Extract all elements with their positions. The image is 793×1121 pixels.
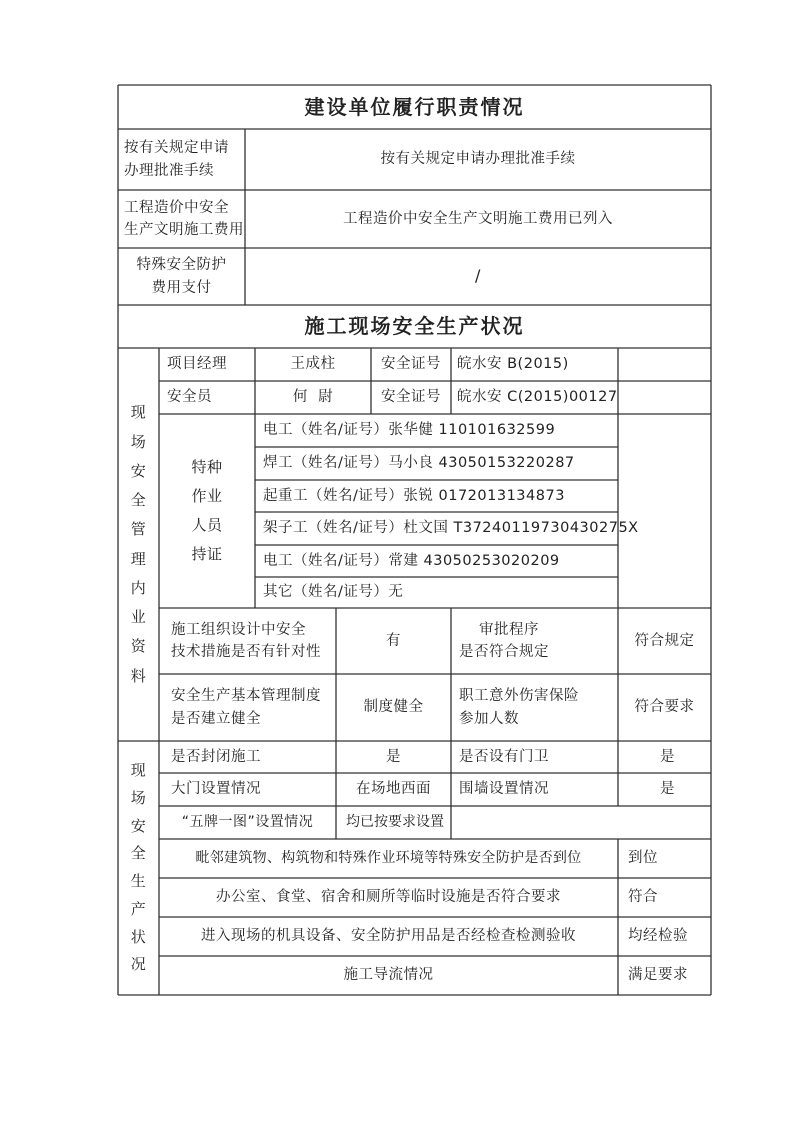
doc-question2-line: 审批程序 [479,621,539,638]
approval-label [118,129,245,190]
mgmt-docs-label [118,348,159,741]
site-status-label [118,741,159,995]
section1-title: 建设单位履行职责情况 [304,94,525,119]
doc-question2 [451,674,618,741]
site-question: 是否封闭施工 [171,748,261,765]
special-label-line: 人员 [191,516,223,534]
doc-question [159,608,336,674]
doc-question2-line: 是否符合规定 [459,644,549,660]
site-char: 安 [130,816,147,835]
site-char: 生 [130,872,147,890]
section2-title: 施工现场安全生产状况 [304,314,525,338]
approval-label-line1: 按有关规定申请 [124,140,229,157]
doc-question2 [451,608,618,674]
safety-officer-name: 何 尉 [292,389,334,406]
site-answer: 是 [386,748,401,765]
special-label-line: 作业 [191,486,223,505]
special-worker-row: 架子工（姓名/证号）杜文国 T37240119730430275X [263,520,639,537]
special-workers-label [159,414,255,608]
cost-label-line2: 生产文明施工费用 [124,222,244,238]
special-worker-row: 焊工（姓名/证号）马小良 43050153220287 [263,455,575,472]
site-long-question: 施工导流情况 [343,967,434,984]
mgmt-char: 内 [130,578,147,597]
manager-cert-label: 安全证号 [381,356,441,373]
site-long-answer: 符合 [628,889,658,906]
approval-value: 按有关规定申请办理批准手续 [380,151,576,168]
site-char: 全 [130,844,147,863]
site-answer: 均已按要求设置 [346,813,444,830]
mgmt-char: 理 [130,549,147,568]
doc-answer2: 符合要求 [634,699,695,716]
mgmt-char: 资 [130,637,147,656]
safety-officer-cert-label: 安全证号 [381,389,441,406]
site-question2: 是否设有门卫 [459,748,549,765]
special-label-line: 特种 [191,457,223,476]
site-long-question: 进入现场的机具设备、安全防护用品是否经检查检测验收 [201,928,576,945]
cost-label [118,190,245,248]
site-long-answer: 均经检验 [628,928,688,945]
site-question: “五牌一图”设置情况 [181,813,314,830]
approval-label-line2: 办理批准手续 [124,162,214,179]
doc-question-line: 施工组织设计中安全 [171,621,306,638]
manager-name: 王成柱 [290,356,336,373]
site-char: 况 [130,955,147,974]
special-protection-label [118,248,245,305]
site-long-answer: 到位 [628,850,658,867]
manager-label: 项目经理 [167,356,227,373]
doc-answer: 有 [386,632,401,649]
doc-question2-line: 职工意外伤害保险 [459,688,579,705]
doc-answer2: 符合规定 [634,632,695,649]
doc-question-line: 是否建立健全 [171,710,261,727]
site-long-answer: 满足要求 [628,967,688,984]
safety-officer-cert: 皖水安 C(2015)00127 [457,389,618,406]
mgmt-char: 安 [130,461,147,480]
doc-question2-line: 参加人数 [459,710,519,727]
site-long-question: 毗邻建筑物、构筑物和特殊作业环境等特殊安全防护是否到位 [195,849,582,866]
special-label-line: 持证 [191,545,223,564]
special-worker-row: 其它（姓名/证号）无 [263,584,404,601]
site-question: 大门设置情况 [171,781,261,798]
special-worker-row: 起重工（姓名/证号）张锐 0172013134873 [263,487,565,504]
manager-cert: 皖水安 B(2015) [457,356,569,373]
site-answer: 在场地西面 [356,781,431,798]
mgmt-char: 现 [130,403,147,422]
doc-question-line: 安全生产基本管理制度 [171,688,321,705]
site-long-question: 办公室、食堂、宿舍和厕所等临时设施是否符合要求 [216,889,561,906]
mgmt-char: 全 [130,491,147,509]
mgmt-char: 场 [130,432,147,451]
mgmt-char: 业 [130,608,147,626]
cost-value: 工程造价中安全生产文明施工费用已列入 [343,210,613,227]
special-protection-line2: 费用支付 [151,279,212,296]
site-question2: 围墙设置情况 [459,781,549,798]
site-char: 场 [130,788,147,807]
cost-label-line1: 工程造价中安全 [124,199,229,216]
site-answer2: 是 [660,748,675,765]
doc-question-line: 技术措施是否有针对性 [171,644,321,660]
special-protection-line1: 特殊安全防护 [136,257,227,274]
special-worker-row: 电工（姓名/证号）常建 43050253020209 [263,552,560,569]
site-char: 现 [130,761,147,779]
site-answer2: 是 [660,781,675,798]
safety-officer-label: 安全员 [167,389,212,406]
mgmt-char: 管 [130,520,147,539]
site-char: 状 [130,927,147,946]
doc-answer: 制度健全 [363,699,424,716]
special-worker-row: 电工（姓名/证号）张华健 110101632599 [263,422,556,439]
doc-question [159,674,336,741]
mgmt-char: 料 [130,666,147,685]
site-char: 产 [130,899,147,918]
special-protection-value: / [475,266,481,286]
